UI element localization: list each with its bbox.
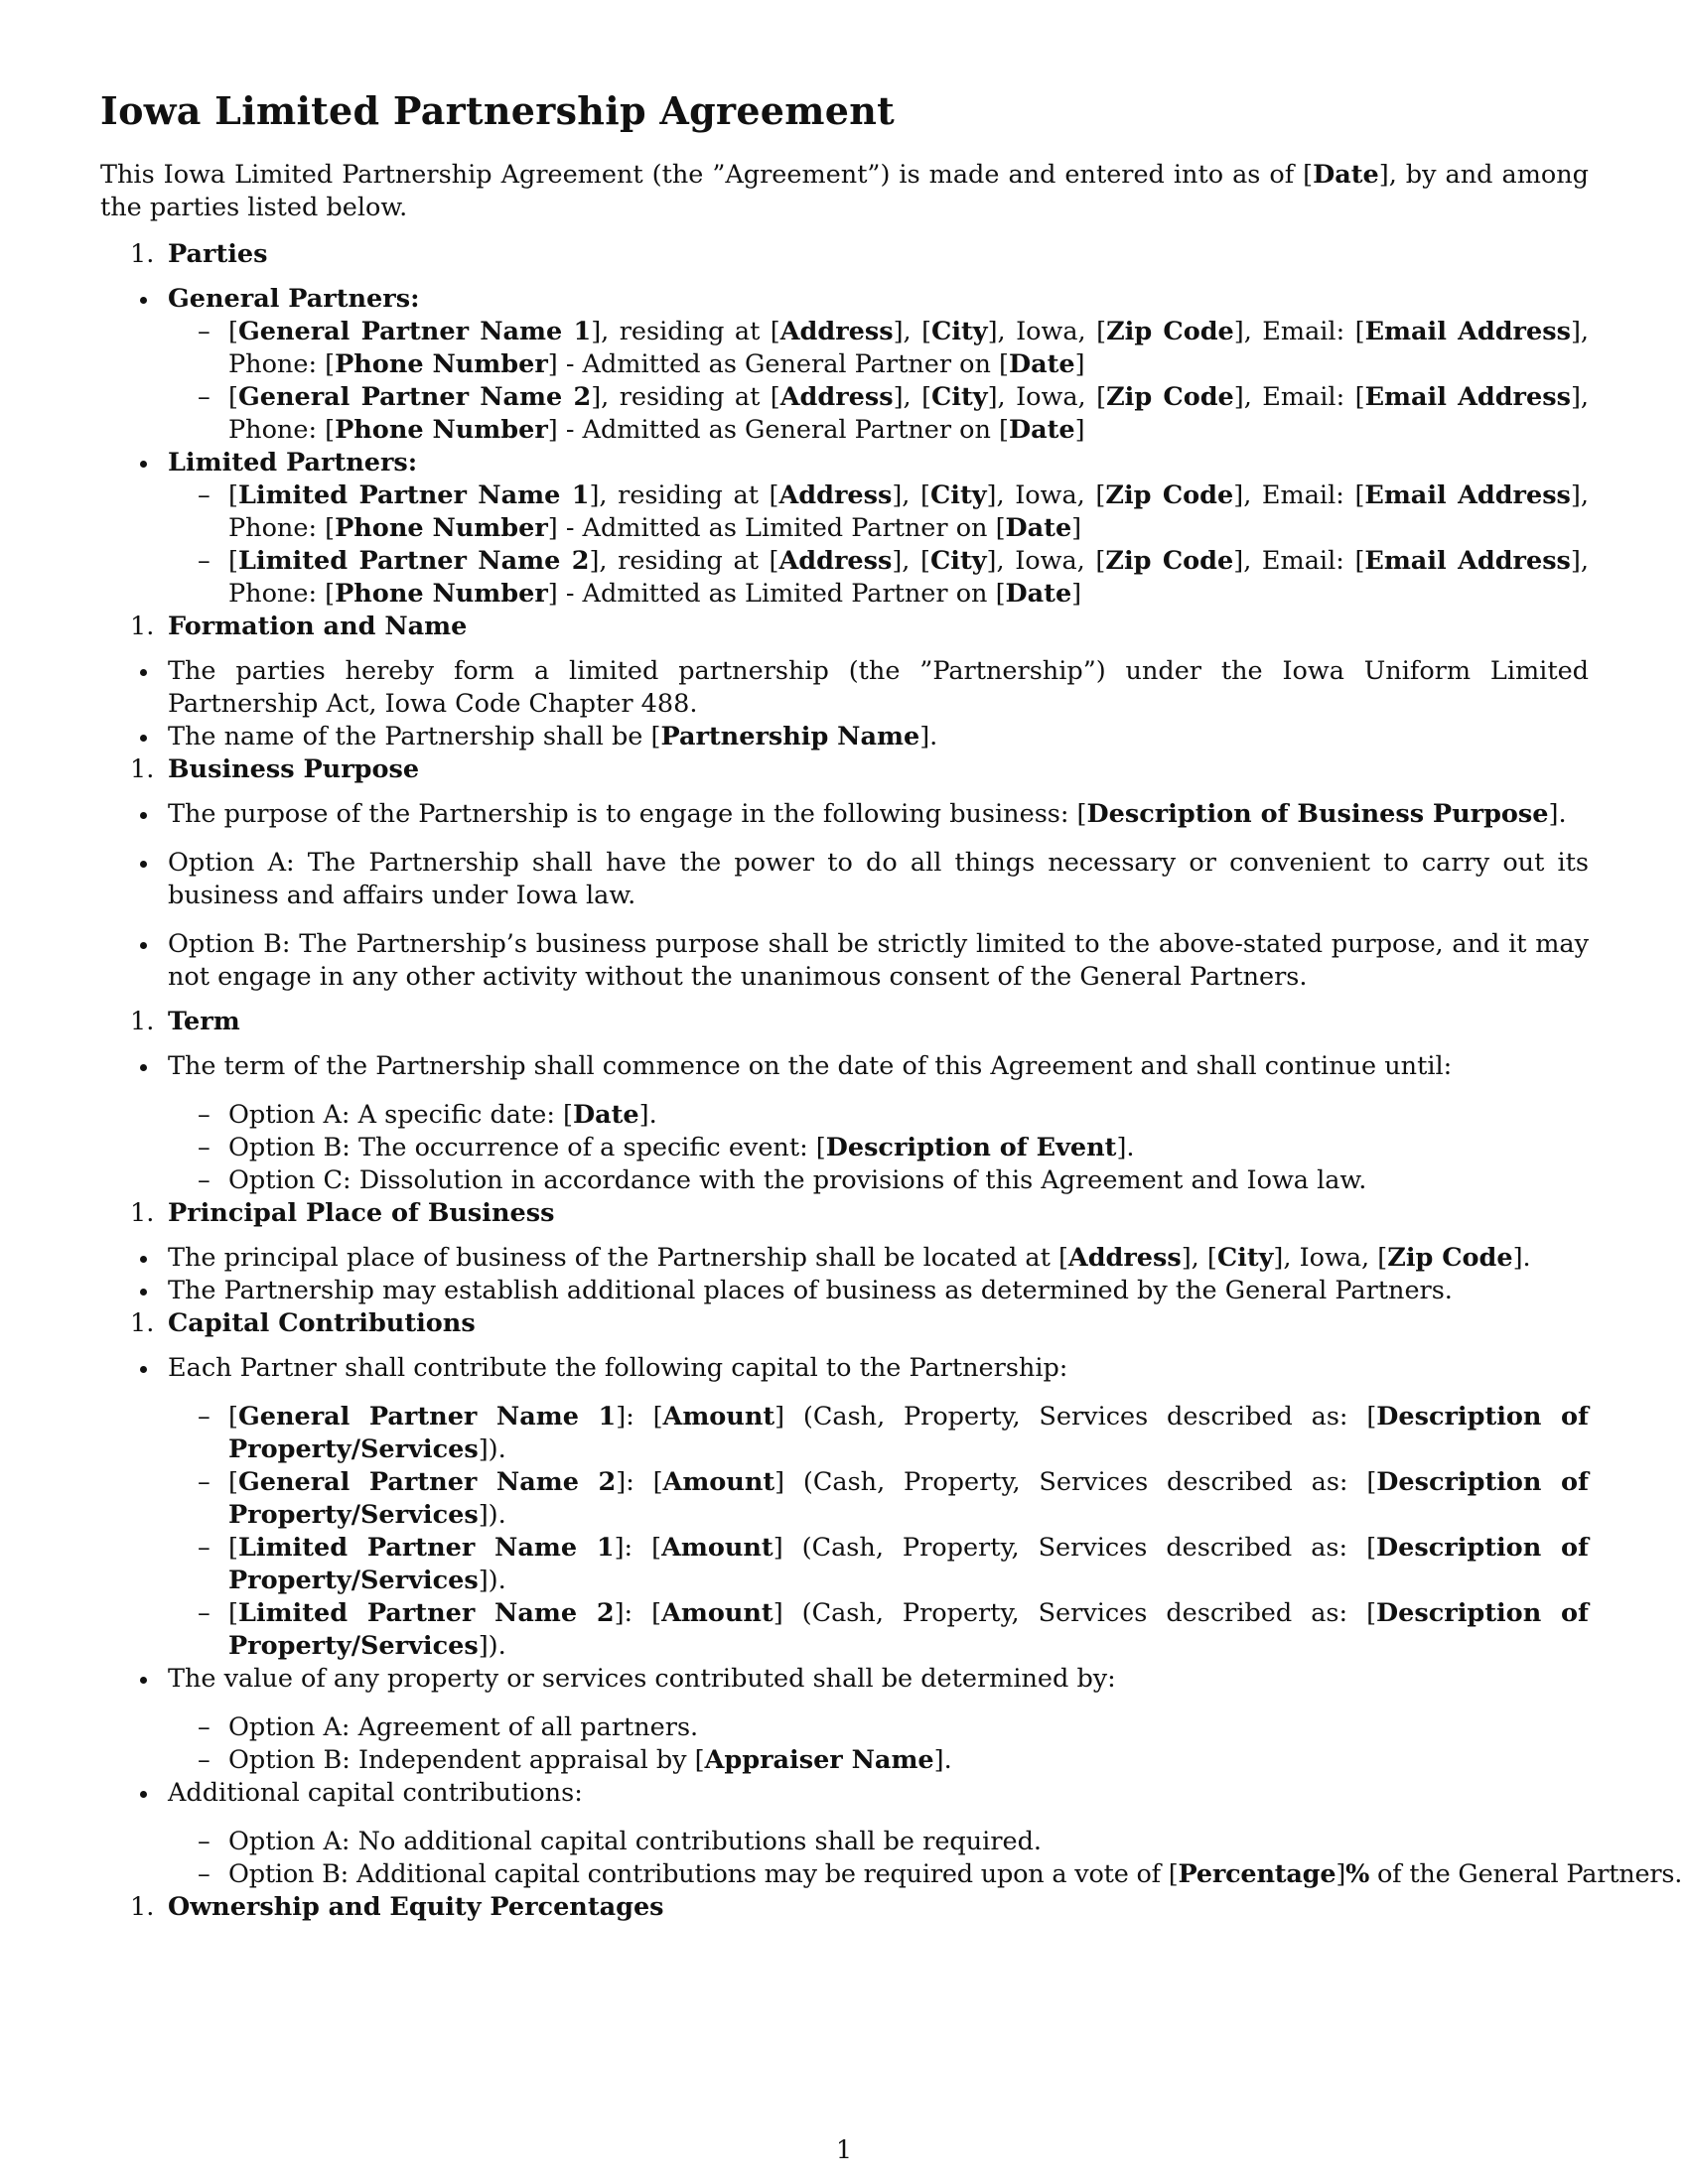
list-item: – Option B: Additional capital contributions may be required upon a vote of [Percentage]% of the General Partners. [100,1858,1589,1891]
page-number: 1 [835,2135,853,2165]
section-heading-capital: 1. Capital Contributions [130,1308,476,1338]
list-item: The term of the Partnership shall commence on the date of this Agreement and shall continue until: [100,1050,1589,1083]
document-page [100,85,1683,1936]
list-item: The name of the Partnership shall be [Partnership Name]. [100,721,1589,753]
list-item: The purpose of the Partnership is to engage in the following business: [Description of Business Purpose]. [100,798,1589,831]
section-heading-formation: 1. Formation and Name [130,612,468,641]
document-title: Iowa Limited Partnership Agreement [100,88,896,133]
intro-paragraph: This Iowa Limited Partnership Agreement (the ”Agreement”) is made and entered into as of [Date], by and among the parties listed below. [100,160,1589,222]
list-item: Option B: The Partnership’s business purpose shall be strictly limited to the above-stated purpose, and it may not engage in any other activity without the unanimous consent of the General Partners. [100,928,1589,994]
general-partner-2-entry: – [General Partner Name 2], residing at [Address], [City], Iowa, [Zip Code], Email: [Email Address], Phone: [Phone Number] - Admitted as General Partner on [Date] [100,381,1589,447]
capital-list [100,1352,1589,1385]
section-heading-ownership: 1. Ownership and Equity Percentages [130,1892,664,1922]
list-item: Each Partner shall contribute the following capital to the Partnership: [100,1352,1589,1385]
list-item: – Option C: Dissolution in accordance with the provisions of this Agreement and Iowa law. [100,1164,1589,1197]
list-item: The principal place of business of the Partnership shall be located at [Address], [City], Iowa, [Zip Code]. [100,1242,1589,1275]
term-options [100,1099,1589,1197]
valuation-options [100,1711,1589,1777]
section-heading-place: 1. Principal Place of Business [130,1198,555,1228]
formation-list [100,655,1589,753]
list-item: – Option A: A specific date: [Date]. [100,1099,1589,1132]
list-item: – Option A: No additional capital contributions shall be required. [100,1826,1589,1858]
section-heading-term: 1. Term [130,1007,240,1036]
list-item: The parties hereby form a limited partnership (the ”Partnership”) under the Iowa Uniform Limited Partnership Act, Iowa Code Chapter 488. [100,655,1589,721]
limited-partner-1-entry: – [Limited Partner Name 1], residing at [Address], [City], Iowa, [Zip Code], Email: [Email Address], Phone: [Phone Number] - Admitted as Limited Partner on [Date] [100,479,1589,545]
list-item: Additional capital contributions: [100,1777,1589,1810]
list-item: – Option B: Independent appraisal by [Appraiser Name]. [100,1744,1589,1777]
capital-additional-list [100,1777,1589,1810]
list-item: – [Limited Partner Name 2]: [Amount] (Cash, Property, Services described as: [Description of Property/Services]). [100,1597,1589,1663]
capital-valuation-list [100,1663,1589,1696]
section-heading-parties: 1. Parties [130,239,268,269]
list-item: The value of any property or services contributed shall be determined by: [100,1663,1589,1696]
general-partners-item: General Partners: – [General Partner Name 1], residing at [Address], [City], Iowa, [Zip Code], Email: [Email Address], Phone: [Phone Number] - Admitted as General Partner on [Date] – [General Partner Name 2], residing at [Address], [City], Iowa, [Zip Code], Email: [Email Address], Phone: [Phone Number] - Admitted as General Partner on [Date] [100,283,1589,447]
limited-partners-item: Limited Partners: – [Limited Partner Name 1], residing at [Address], [City], Iowa, [Zip Code], Email: [Email Address], Phone: [Phone Number] - Admitted as Limited Partner on [Date] – [Limited Partner Name 2], residing at [Address], [City], Iowa, [Zip Code], Email: [Email Address], Phone: [Phone Number] - Admitted as Limited Partner on [Date] [100,447,1589,611]
list-item: – [Limited Partner Name 1]: [Amount] (Cash, Property, Services described as: [Description of Property/Services]). [100,1532,1589,1597]
list-item: – Option A: Agreement of all partners. [100,1711,1589,1744]
additional-contribution-options [100,1826,1683,1891]
purpose-list [100,798,1589,994]
list-item: – [General Partner Name 2]: [Amount] (Cash, Property, Services described as: [Description of Property/Services]). [100,1466,1589,1532]
parties-list [100,283,1589,611]
list-item: – Option B: The occurrence of a specific event: [Description of Event]. [100,1132,1589,1164]
capital-contributions-list [100,1401,1589,1663]
place-list [100,1242,1589,1307]
general-partner-1-entry: – [General Partner Name 1], residing at [Address], [City], Iowa, [Zip Code], Email: [Email Address], Phone: [Phone Number] - Admitted as General Partner on [Date] [100,316,1589,381]
term-list [100,1050,1589,1083]
list-item: Option A: The Partnership shall have the power to do all things necessary or convenient to carry out its business and affairs under Iowa law. [100,847,1589,912]
list-item: The Partnership may establish additional places of business as determined by the General Partners. [100,1275,1589,1307]
limited-partner-2-entry: – [Limited Partner Name 2], residing at [Address], [City], Iowa, [Zip Code], Email: [Email Address], Phone: [Phone Number] - Admitted as Limited Partner on [Date] [100,545,1589,611]
section-heading-purpose: 1. Business Purpose [130,754,420,784]
list-item: – [General Partner Name 1]: [Amount] (Cash, Property, Services described as: [Description of Property/Services]). [100,1401,1589,1466]
